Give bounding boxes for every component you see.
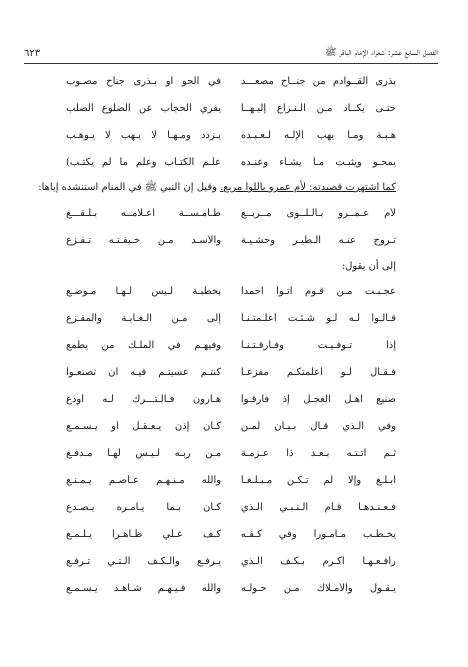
verse-second-hemistich: كـف عـلي ظـاهـراً يـلـمـع — [66, 529, 222, 540]
verse-first-hemistich: يمحـو ويثبـت مـا يشـاء وعنـده — [240, 157, 396, 168]
verse-first-hemistich: بذرى القــوادم من جنــاح مصعـــد — [240, 76, 396, 87]
verse-second-hemistich: والله فـيـهـم شـاهـد يـسـمـع — [66, 583, 222, 594]
verse-first-hemistich: قـالـوا لـه لـو شـئـت أعلـمتـنـا — [240, 313, 396, 324]
verse-first-hemistich: يخـطـب مـأمـوراً وفي كـفـه — [240, 529, 396, 540]
verse-second-hemistich: علـم الكتـاب وعلم ما لم يكتـب) — [66, 157, 222, 168]
verse-second-hemistich: وفيهـم في الملـك من يطمع — [66, 340, 222, 351]
verse-second-hemistich: والله مـنـهـم عـاصـم يـمـنـع — [66, 475, 222, 486]
verse-second-hemistich: كنتـم عسيتـم فيـه أن تصنعـوا — [66, 367, 222, 378]
prose-line: إلى أن يقول: — [341, 260, 396, 272]
verse-first-hemistich: إذا تـوفـيـت وفـارقـتـنـا — [240, 340, 396, 351]
verse-line — [66, 494, 396, 521]
verse-second-hemistich: في الجو أو بـذرى جناح مصـوب — [66, 76, 222, 87]
verse-line — [66, 467, 396, 494]
verse-second-hemistich: إلى مـن الـغـايـة والمفـزع — [66, 313, 222, 324]
poem-block-3 — [66, 278, 396, 602]
verse-line — [66, 95, 396, 122]
verse-first-hemistich: لأم عـمــرو بـالـلــوى مــربــع — [240, 208, 396, 219]
verse-line — [66, 440, 396, 467]
verse-second-hemistich: كـان بـما يـأمـره يـصـدع — [66, 502, 222, 513]
verse-first-hemistich: هـبـة ومـا يهب الإلـه لـعـبـده — [240, 130, 396, 141]
verse-first-hemistich: عجـبـت مـن قـوم أتـوا أحمداً — [240, 286, 396, 297]
verse-line — [66, 386, 396, 413]
poem-block-1 — [66, 68, 396, 176]
verse-second-hemistich: طـامـســة أعـلامــه بـلـقـــع — [66, 208, 222, 219]
verse-first-hemistich: صنيع أهـل العجـل إذ فارقـوا — [240, 394, 396, 405]
verse-line — [66, 149, 396, 176]
underlined-phrase: كما اشتهرت قصيدته: لأم عمرو باللوا مربع. — [220, 182, 396, 193]
verse-line — [66, 68, 396, 95]
verse-second-hemistich: يـرفـع والـكـف الـتـي تـرفـع — [66, 556, 222, 567]
page-content — [38, 68, 396, 602]
header-rule — [24, 63, 438, 64]
verse-second-hemistich: مـن ربـه لـيـس لهـا مـدفـع — [66, 448, 222, 459]
verse-first-hemistich: حتـى يكــاد مـن الـنـزاع إليـهــا — [240, 103, 396, 114]
verse-line — [66, 575, 396, 602]
verse-first-hemistich: يـقـول والأمـلاك مـن حـولـه — [240, 583, 396, 594]
verse-line — [66, 122, 396, 149]
verse-first-hemistich: فـعـنـدهـا قـام الـنـبـي الـذي — [240, 502, 396, 513]
verse-line — [66, 359, 396, 386]
prose-text: وقيل إن النبي ﷺ في المنام استنشده إياها: — [38, 182, 221, 193]
verse-first-hemistich: فـقـال لـو أعلمتكـم مفزعـاً — [240, 367, 396, 378]
verse-first-hemistich: تـروح عنـه الـطيـر وحشـيـة — [240, 235, 396, 246]
verse-line — [66, 200, 396, 227]
prose-paragraph — [38, 176, 396, 200]
verse-first-hemistich: ثـم أتـتـه بـعـد ذا عـزمـة — [240, 448, 396, 459]
verse-second-hemistich: يـزدد ومـهـا لا يـهب لا يـوهـب — [66, 130, 222, 141]
verse-line — [66, 305, 396, 332]
verse-second-hemistich: بخطبـة لـيس لـهـا مـوضـع — [66, 286, 222, 297]
verse-line — [66, 278, 396, 305]
verse-line — [66, 332, 396, 359]
page-header — [24, 45, 438, 61]
verse-second-hemistich: كـان إذن يـعـقـل أو يـسـمـع — [66, 421, 222, 432]
poem-block-2 — [66, 200, 396, 254]
page-number: ٦٢٣ — [24, 47, 41, 59]
verse-first-hemistich: رافـعـهـا أكـرم بـكـف الـذي — [240, 556, 396, 567]
verse-second-hemistich: والأسـد مـن خـيفـتـه تـفـزع — [66, 235, 222, 246]
verse-line — [66, 521, 396, 548]
verse-second-hemistich: هـارون فـالـتـــرك لـه أودع — [66, 394, 222, 405]
verse-line — [66, 413, 396, 440]
verse-first-hemistich: أبـلـغ وإلا لم تـكـن مـبـلـغـاً — [240, 475, 396, 486]
verse-second-hemistich: يفري الحجاب عن الضلوع الصلب — [66, 103, 222, 114]
verse-line — [66, 227, 396, 254]
verse-line — [66, 548, 396, 575]
running-title: الفصل السابع عشر: شعراء الإمام الباقر ﷺ — [325, 47, 438, 58]
verse-first-hemistich: وفي الـذي قـال بـيـان لمـن — [240, 421, 396, 432]
